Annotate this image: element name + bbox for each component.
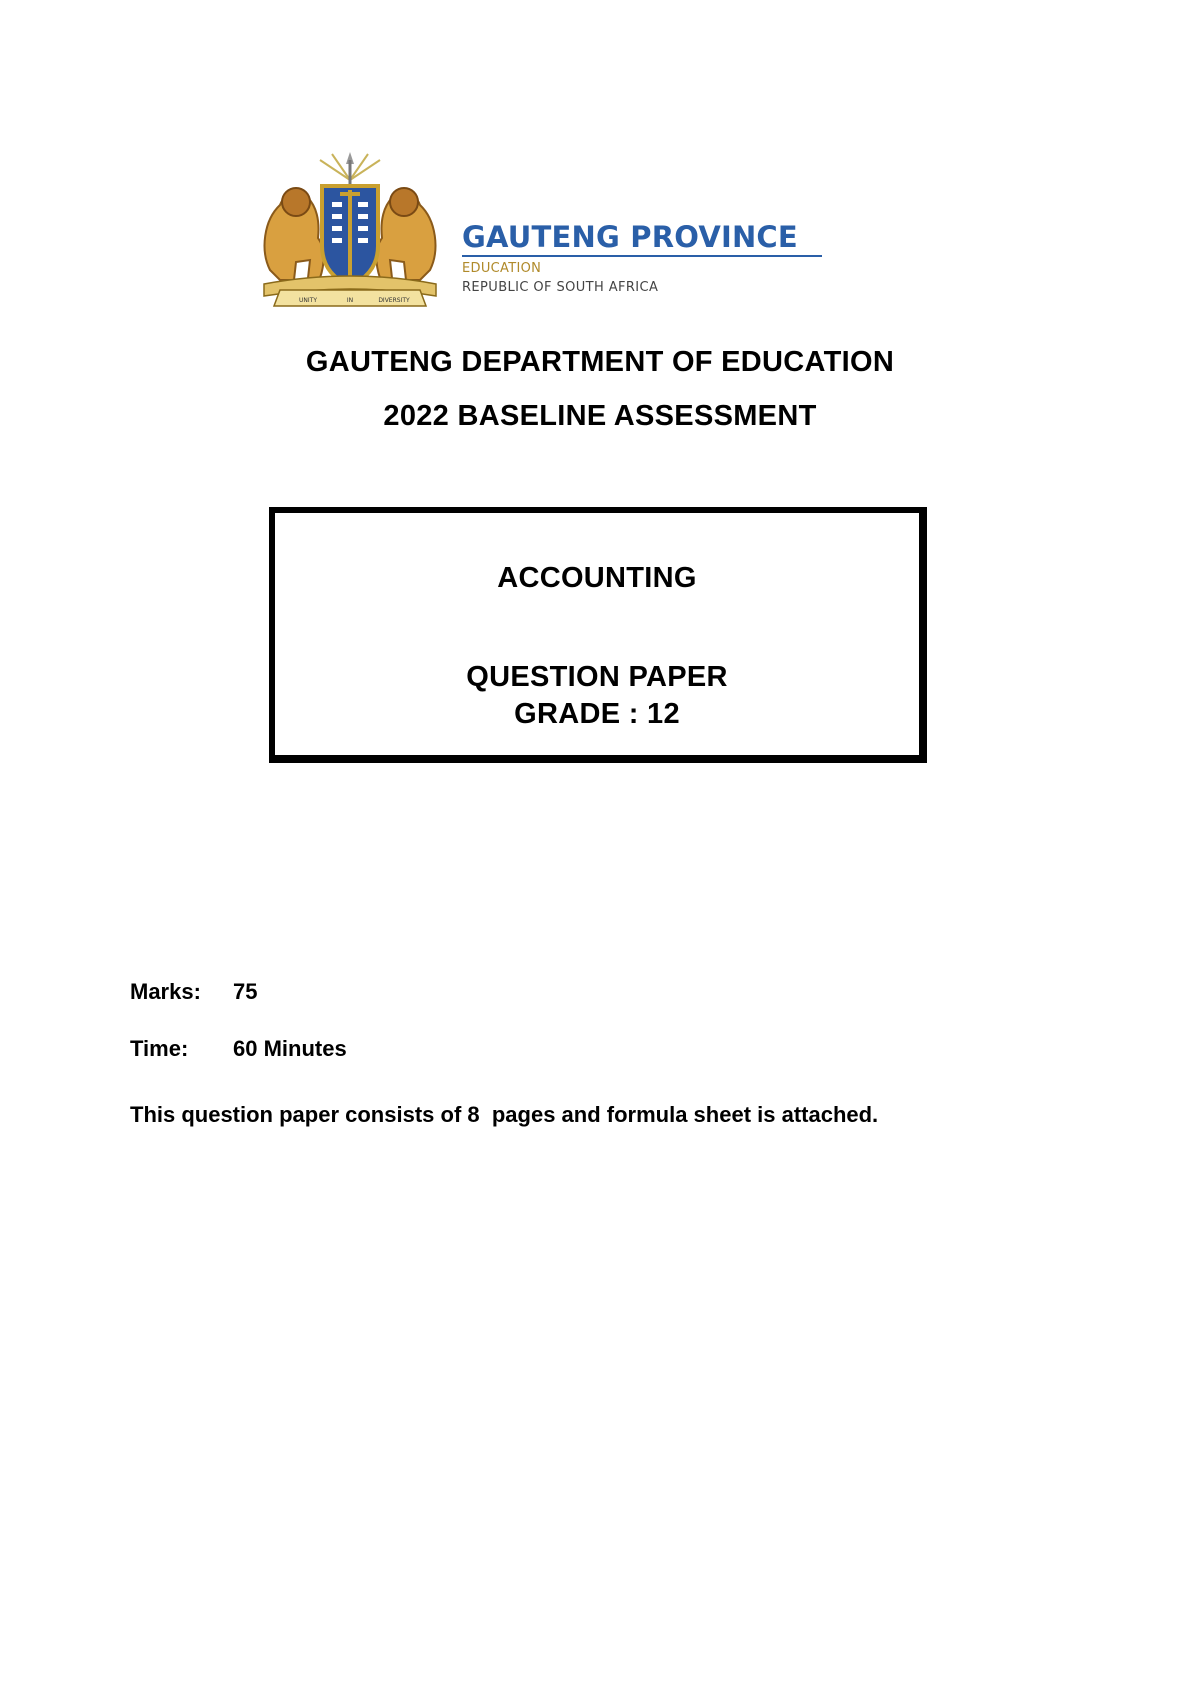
time-value: 60 Minutes (233, 1036, 347, 1061)
motto-left: UNITY (299, 297, 317, 304)
department-heading: GAUTENG DEPARTMENT OF EDUCATION (305, 346, 895, 378)
gauteng-coat-of-arms-icon (250, 150, 450, 310)
time-line (130, 1036, 347, 1062)
marks-value: 75 (233, 979, 258, 1004)
time-label: Time: (130, 1036, 189, 1061)
marks-label: Marks: (130, 979, 201, 1004)
paper-type: QUESTION PAPER (466, 661, 728, 693)
motto-right: DIVERSITY (378, 297, 410, 304)
province-name: GAUTENG PROVINCE (462, 220, 822, 257)
subject-title: ACCOUNTING (497, 562, 697, 594)
assessment-heading: 2022 BASELINE ASSESSMENT (383, 400, 817, 432)
province-country: REPUBLIC OF SOUTH AFRICA (462, 280, 659, 295)
grade-label: GRADE : 12 (514, 698, 680, 730)
motto-mid: IN (346, 297, 354, 304)
logo-text (462, 220, 822, 296)
logo-block (250, 150, 810, 310)
pages-note: This question paper consists of 8 pages and formula sheet is attached. (130, 1102, 879, 1127)
province-department: EDUCATION (462, 261, 542, 276)
marks-line (130, 979, 257, 1005)
subject-box (269, 507, 927, 763)
